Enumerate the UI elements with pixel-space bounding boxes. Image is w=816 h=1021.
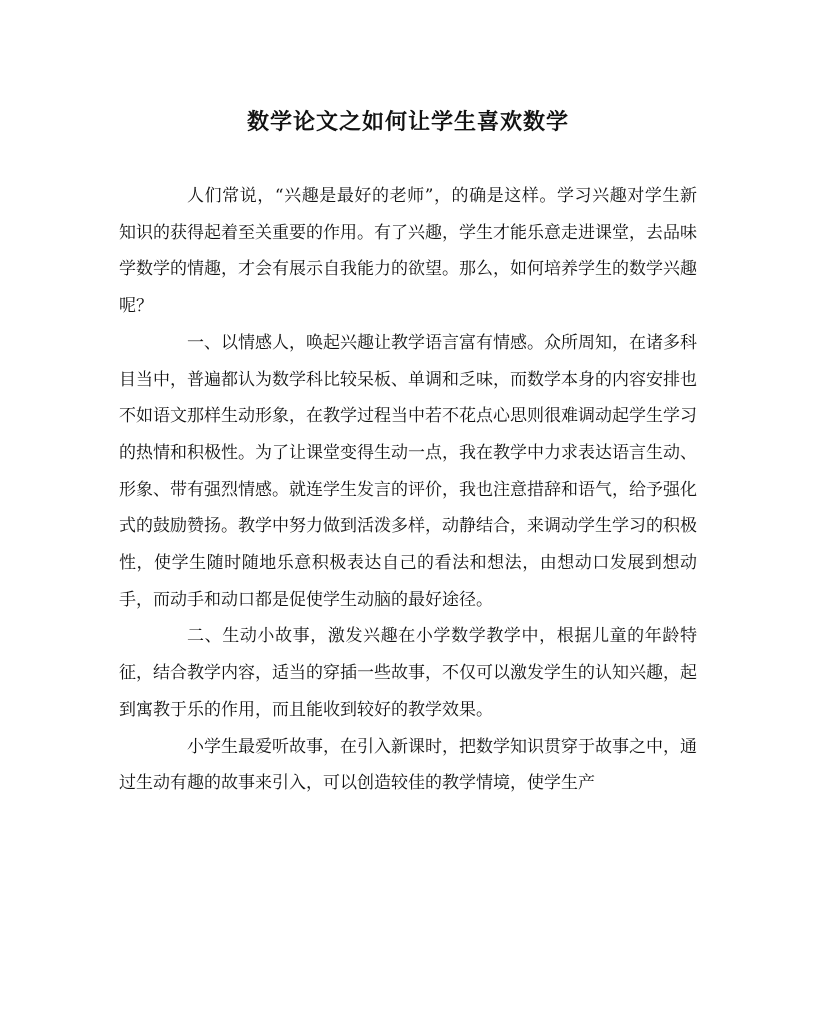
paragraph: 二、生动小故事，激发兴趣在小学数学教学中，根据儿童的年龄特征，结合教学内容，适当的穿插一些故事，不仅可以激发学生的认知兴趣，起到寓教于乐的作用，而且能收到较好的教学效果。 <box>119 626 697 720</box>
paragraph: 小学生最爱听故事，在引入新课时，把数学知识贯穿于故事之中，通过生动有趣的故事来引入，可以创造较佳的教学情境，使学生产 <box>119 736 697 794</box>
document-title: 数学论文之如何让学生喜欢数学 <box>246 109 569 135</box>
paragraph: 一、以情感人，唤起兴趣让教学语言富有情感。众所周知，在诸多科目当中，普遍都认为数学科比较呆板、单调和乏味，而数学本身的内容安排也不如语文那样生动形象，在教学过程当中若不花点心思则很难调动起学生学习的热情和积极性。为了让课堂变得生动一点，我在教学中力求表达语言生动、形象、带有强烈情感。就连学生发言的评价，我也注意措辞和语气，给予强化式的鼓励赞扬。教学中努力做到活泼多样，动静结合，来调动学生学习的积极性，使学生随时随地乐意积极表达自己的看法和想法，由想动口发展到想动手，而动手和动口都是促使学生动脑的最好途径。 <box>119 332 697 610</box>
document-body <box>119 178 697 802</box>
paragraph: 人们常说，“兴趣是最好的老师”，的确是这样。学习兴趣对学生新知识的获得起着至关重要的作用。有了兴趣，学生才能乐意走进课堂，去品味学数学的情趣，才会有展示自我能力的欲望。那么，如何培养学生的数学兴趣呢？ <box>119 186 697 317</box>
